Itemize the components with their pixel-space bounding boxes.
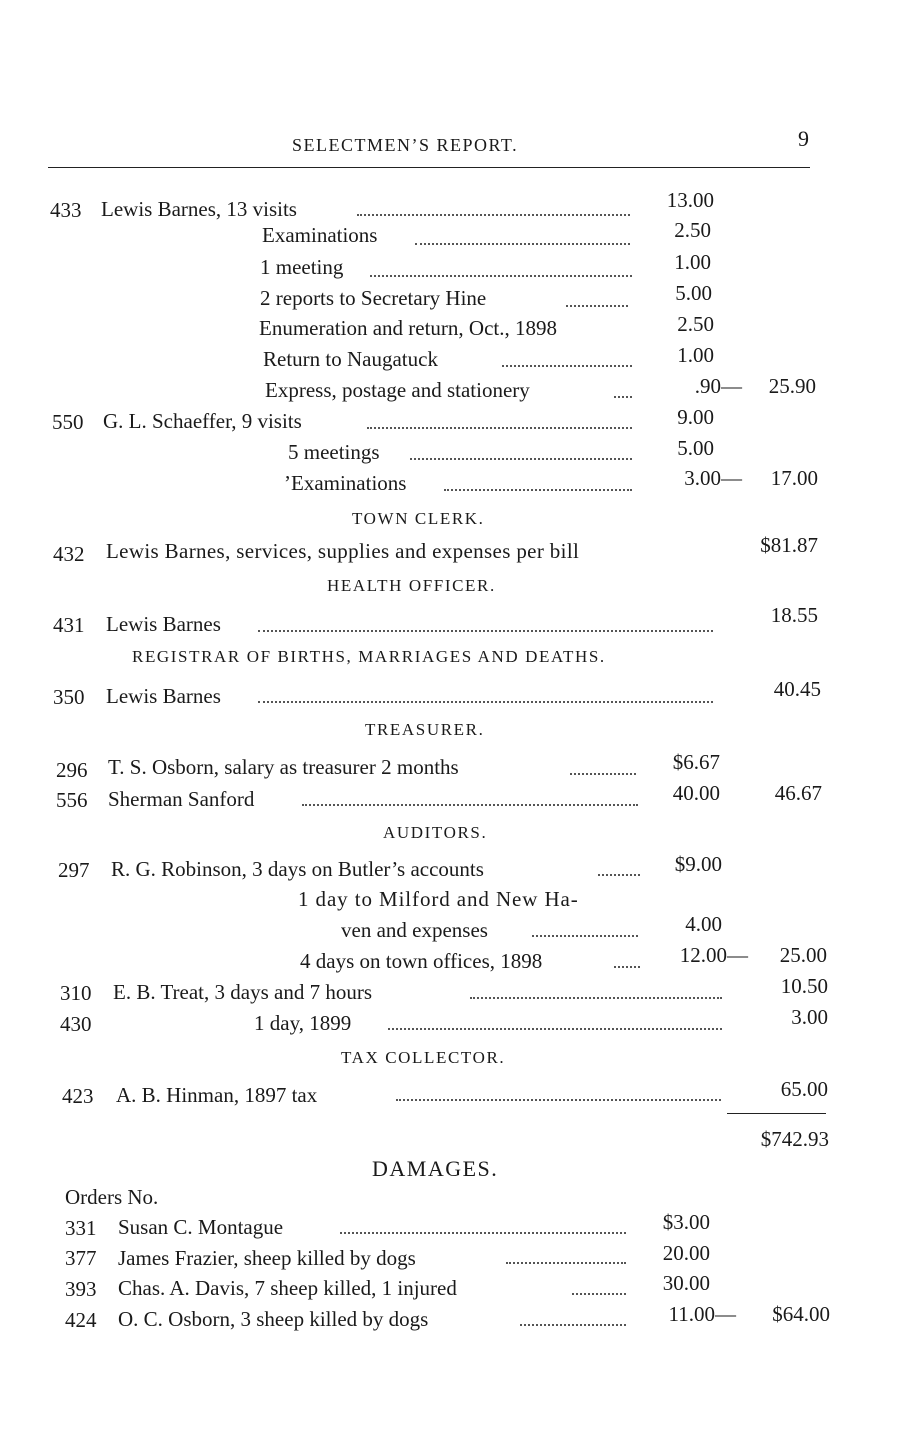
amount: 2.50	[677, 312, 714, 336]
entry-detail: Examinations	[262, 223, 378, 247]
amount: 4.00	[685, 912, 722, 936]
entry-total: 3.00	[791, 1005, 828, 1029]
amount: $3.00	[662, 1210, 710, 1234]
entry-detail: ’Examinations	[284, 471, 407, 495]
total-rule	[727, 1113, 826, 1114]
entry-total: $64.00	[772, 1302, 830, 1326]
entry-detail: Return to Naugatuck	[263, 347, 438, 371]
entry-name: Susan C. Montague	[118, 1215, 284, 1239]
entry-detail: 5 meetings	[288, 440, 380, 464]
section-heading-treasurer: TREASURER.	[365, 720, 485, 739]
entry-name: Lewis Barnes	[106, 684, 221, 708]
leader-dots	[410, 458, 632, 460]
order-number: 550	[52, 410, 84, 434]
section-heading-auditors: AUDITORS.	[383, 823, 488, 842]
leader-dots	[566, 305, 628, 307]
entry-detail: 4 days on town offices, 1898	[300, 949, 543, 973]
entry-total: $81.87	[760, 533, 818, 557]
section-heading-registrar: REGISTRAR OF BIRTHS, MARRIAGES AND DEATHS.	[132, 647, 606, 666]
leader-dots	[370, 275, 632, 277]
amount: 12.00—	[679, 943, 748, 967]
amount: 30.00	[662, 1271, 710, 1295]
leader-dots	[388, 1028, 722, 1030]
section-heading-town-clerk: TOWN CLERK.	[352, 509, 485, 528]
leader-dots	[415, 243, 630, 245]
leader-dots	[598, 874, 640, 876]
leader-dots	[572, 1293, 626, 1295]
order-number: 424	[65, 1308, 97, 1332]
entry-total: 17.00	[770, 466, 818, 490]
entry-detail: 2 reports to Secretary Hine	[260, 286, 487, 310]
order-number: 331	[65, 1216, 97, 1240]
entry-total: 10.50	[780, 974, 828, 998]
order-number: 556	[56, 788, 88, 812]
entry-name: Lewis Barnes, services, supplies and expenses per bill	[106, 539, 580, 563]
entry-name: A. B. Hinman, 1897 tax	[116, 1083, 318, 1107]
entry-name: Chas. A. Davis, 7 sheep killed, 1 injured	[118, 1276, 457, 1300]
leader-dots	[520, 1324, 626, 1326]
amount: 2.50	[674, 218, 711, 242]
amount: 11.00—	[668, 1302, 736, 1326]
entry-name: O. C. Osborn, 3 sheep killed by dogs	[118, 1307, 429, 1331]
leader-dots	[302, 804, 638, 806]
leader-dots	[367, 427, 632, 429]
running-header: SELECTMEN’S REPORT.	[292, 135, 519, 155]
entry-total: 40.45	[773, 677, 821, 701]
leader-dots	[570, 773, 636, 775]
amount: .90—	[694, 374, 742, 398]
order-number: 431	[53, 613, 85, 637]
order-number: 423	[62, 1084, 94, 1108]
order-number: 310	[60, 981, 92, 1005]
header-rule	[48, 167, 810, 168]
leader-dots	[614, 396, 632, 398]
entry-total: 25.90	[768, 374, 816, 398]
amount: 1.00	[677, 343, 714, 367]
grand-total: $742.93	[760, 1127, 829, 1151]
leader-dots	[396, 1099, 721, 1101]
amount: 9.00	[677, 405, 714, 429]
entry-name: Lewis Barnes, 13 visits	[101, 197, 297, 221]
entry-name: R. G. Robinson, 3 days on Butler’s accounts	[111, 857, 484, 881]
section-heading-tax-collector: TAX COLLECTOR.	[341, 1048, 506, 1067]
entry-name: E. B. Treat, 3 days and 7 hours	[113, 980, 372, 1004]
amount: $6.67	[672, 750, 720, 774]
leader-dots	[506, 1262, 626, 1264]
leader-dots	[532, 935, 638, 937]
entry-detail: Enumeration and return, Oct., 1898	[259, 316, 557, 340]
section-heading-damages: DAMAGES.	[372, 1156, 499, 1181]
leader-dots	[258, 630, 713, 632]
entry-total: 25.00	[779, 943, 827, 967]
entry-detail: ven and expenses	[341, 918, 488, 942]
order-number: 393	[65, 1277, 97, 1301]
entry-name: T. S. Osborn, salary as treasurer 2 months	[108, 755, 459, 779]
amount: 1.00	[674, 250, 711, 274]
amount: 5.00	[675, 281, 712, 305]
order-number: 377	[65, 1246, 97, 1270]
entry-name: G. L. Schaeffer, 9 visits	[103, 409, 302, 433]
page-number: 9	[798, 126, 809, 151]
amount: $9.00	[674, 852, 722, 876]
entry-name: Lewis Barnes	[106, 612, 221, 636]
orders-label: Orders No.	[65, 1185, 159, 1209]
leader-dots	[614, 966, 640, 968]
entry-total: 65.00	[780, 1077, 828, 1101]
leader-dots	[444, 489, 632, 491]
amount: 20.00	[662, 1241, 710, 1265]
leader-dots	[470, 997, 722, 999]
amount: 13.00	[666, 188, 714, 212]
order-number: 432	[53, 542, 85, 566]
entry-total: 46.67	[774, 781, 822, 805]
amount: 5.00	[677, 436, 714, 460]
order-number: 430	[60, 1012, 92, 1036]
entry-name: James Frazier, sheep killed by dogs	[118, 1246, 416, 1270]
entry-detail: Express, postage and stationery	[265, 378, 530, 402]
section-heading-health-officer: HEALTH OFFICER.	[327, 576, 496, 595]
order-number: 433	[50, 198, 82, 222]
order-number: 296	[56, 758, 88, 782]
amount: 3.00—	[684, 466, 742, 490]
entry-detail: 1 day to Milford and New Ha-	[298, 887, 579, 911]
leader-dots	[357, 214, 630, 216]
leader-dots	[502, 365, 632, 367]
leader-dots	[340, 1232, 626, 1234]
entry-detail: 1 meeting	[260, 255, 344, 279]
order-number: 297	[58, 858, 90, 882]
entry-total: 18.55	[770, 603, 818, 627]
amount: 40.00	[672, 781, 720, 805]
entry-name: 1 day, 1899	[254, 1011, 352, 1035]
entry-name: Sherman Sanford	[108, 787, 255, 811]
order-number: 350	[53, 685, 85, 709]
leader-dots	[258, 701, 713, 703]
